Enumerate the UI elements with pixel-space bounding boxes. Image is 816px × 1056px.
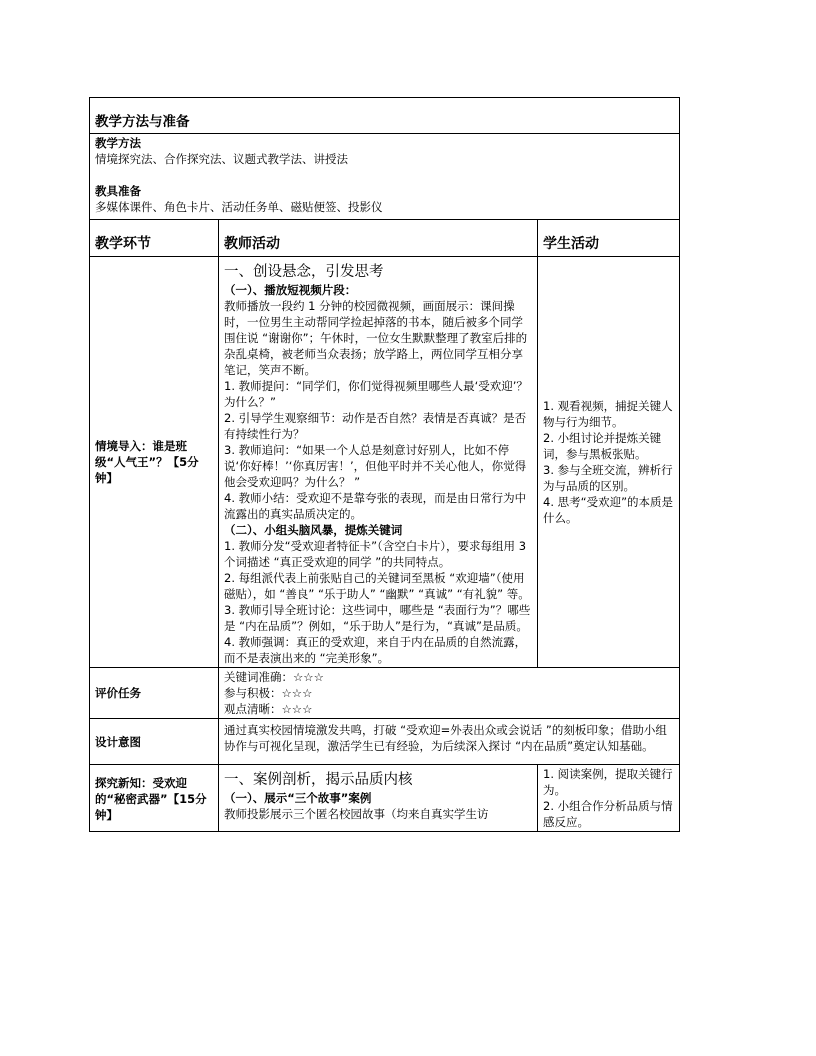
stage1-teacher-activity <box>219 257 538 668</box>
evaluation-content <box>219 668 680 719</box>
evaluation-row <box>90 668 680 719</box>
tools-content: 多媒体课件、角色卡片、活动任务单、磁贴便签、投影仪 <box>95 200 383 214</box>
stage2-teacher-activity <box>219 765 538 832</box>
stage1-student-activity <box>538 257 680 668</box>
stage2-part1-intro: 教师投影展示三个匿名校园故事（均来自真实学生访 <box>224 807 489 821</box>
stage2-student-item: 1. 阅读案例，提取关键行为。 <box>543 767 673 797</box>
stage1-part2-item: 1. 教师分发“受欢迎者特征卡”（含空白卡片），要求每组用 3 个词描述 “真正受欢迎的同学 ”的共同特点。 <box>224 539 527 569</box>
methods-heading: 教学方法 <box>95 136 141 150</box>
stage1-part1-item: 1. 教师提问：“同学们，你们觉得视频里哪些人最‘受欢迎’？为什么？” <box>224 379 528 409</box>
spacer <box>95 167 674 183</box>
evaluation-item: 关键词准确：☆☆☆ <box>224 670 324 684</box>
column-header-teacher: 教师活动 <box>219 220 538 257</box>
stage1-section-title: 一、创设悬念，引发思考 <box>224 264 384 280</box>
title-row <box>90 98 680 134</box>
stage1-student-item: 2. 小组讨论并提炼关键词，参与黑板张贴。 <box>543 431 662 461</box>
stage1-part2-item: 4. 教师强调：真正的受欢迎，来自于内在品质的自然流露，而不是表演出来的 “完美形象”。 <box>224 635 527 665</box>
stage1-part1-item: 2. 引导学生观察细节：动作是否自然？表情是否真诚？是否有持续性行为？ <box>224 411 527 441</box>
stage1-part1-intro: 教师播放一段约 1 分钟的校园微视频，画面展示：课间操时，一位男生主动帮同学捡起掉落的书本，随后被多个同学围住说 “谢谢你”；午休时，一位女生默默整理了教室后排的杂乱桌椅，被老师当众表扬；放学路上，两位同学互相分享笔记，笑声不断。 <box>224 299 528 377</box>
stage1-student-item: 4. 思考“受欢迎”的本质是什么。 <box>543 495 674 525</box>
stage2-label: 探究新知：受欢迎的“秘密武器”【15分钟】 <box>90 765 219 832</box>
stage1-part2-item: 2. 每组派代表上前张贴自己的关键词至黑板 “欢迎墙”（使用磁贴），如 “善良” “乐于助人” “幽默” “真诚” “有礼貌” 等。 <box>224 571 530 601</box>
stage2-part1-title: （一）、展示“三个故事”案例 <box>224 791 372 805</box>
stage1-part1-title: （一）、播放短视频片段： <box>224 283 357 297</box>
stage2-student-activity <box>538 765 680 832</box>
methods-row <box>90 134 680 220</box>
column-header-stage: 教学环节 <box>90 220 219 257</box>
section-title: 教学方法与准备 <box>90 98 680 134</box>
stage1-row <box>90 257 680 668</box>
stage1-part1-item: 4. 教师小结：受欢迎不是靠夸张的表现，而是由日常行为中流露出的真实品质决定的。 <box>224 491 527 521</box>
design-label: 设计意图 <box>90 719 219 765</box>
column-header-row <box>90 220 680 257</box>
tools-heading: 教具准备 <box>95 184 141 198</box>
lesson-plan-table <box>89 97 680 832</box>
evaluation-item: 观点清晰：☆☆☆ <box>224 702 313 716</box>
stage1-student-item: 3. 参与全班交流，辨析行为与品质的区别。 <box>543 463 673 493</box>
evaluation-item: 参与积极：☆☆☆ <box>224 686 313 700</box>
design-row <box>90 719 680 765</box>
stage1-part1-item: 3. 教师追问：“如果一个人总是刻意讨好别人，比如不停说‘你好棒！’‘你真厉害！’，但他平时并不关心他人，你觉得他会受欢迎吗？为什么？ ” <box>224 443 527 489</box>
methods-content: 情境探究法、合作探究法、议题式教学法、讲授法 <box>95 152 348 166</box>
stage1-label: 情境导入：谁是班级“人气王”？【5分钟】 <box>90 257 219 668</box>
stage1-part2-title: （二）、小组头脑风暴，提炼关键词 <box>224 523 403 537</box>
stage2-row <box>90 765 680 832</box>
stage2-section-title: 一、案例剖析，揭示品质内核 <box>224 772 413 788</box>
column-header-student: 学生活动 <box>538 220 680 257</box>
stage1-student-item: 1. 观看视频，捕捉关键人物与行为细节。 <box>543 399 673 429</box>
stage2-student-item: 2. 小组合作分析品质与情感反应。 <box>543 799 673 829</box>
evaluation-label: 评价任务 <box>90 668 219 719</box>
stage1-part2-item: 3. 教师引导全班讨论：这些词中，哪些是 “表面行为”？哪些是 “内在品质”？例如，“乐于助人”是行为，“真诚”是品质。 <box>224 603 531 633</box>
methods-block <box>90 134 680 220</box>
design-content: 通过真实校园情境激发共鸣，打破 “受欢迎=外表出众或会说话 ”的刻板印象；借助小组协作与可视化呈现，激活学生已有经验，为后续深入探讨 “内在品质”奠定认知基础。 <box>219 719 680 765</box>
